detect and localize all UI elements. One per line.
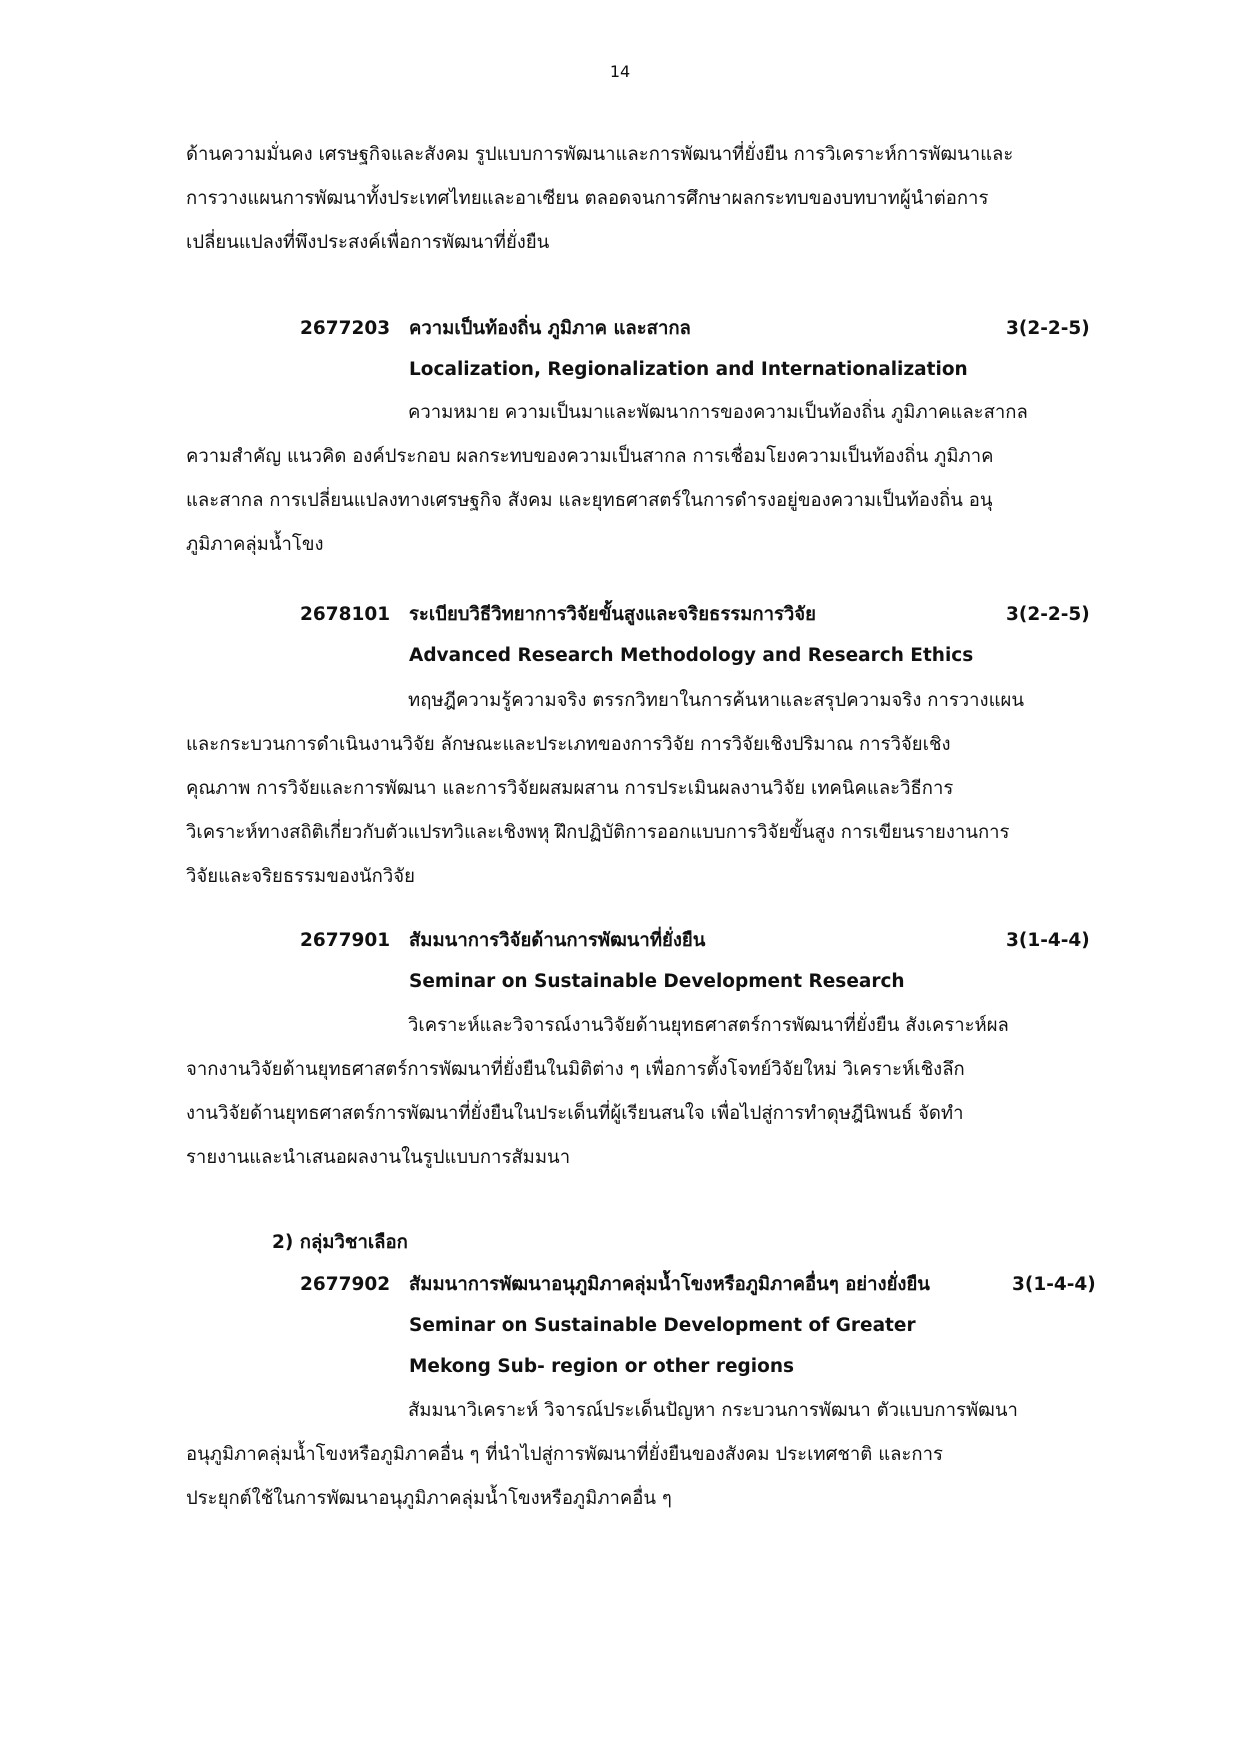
- course-title-en: Advanced Research Methodology and Research Ethics: [409, 645, 974, 666]
- course-code: 2677901: [300, 930, 391, 951]
- paragraph-line: จากงานวิจัยด้านยุทธศาสตร์การพัฒนาที่ยั่งยืนในมิติต่าง ๆ เพื่อการตั้งโจทย์วิจัยใหม่ วิเคราะห์เชิงลึก: [186, 1059, 965, 1080]
- paragraph-line: การวางแผนการพัฒนาทั้งประเทศไทยและอาเซียน ตลอดจนการศึกษาผลกระทบของบทบาทผู้นำต่อการ: [186, 188, 989, 209]
- course-title-en: Localization, Regionalization and Internationalization: [409, 359, 968, 380]
- course-title-th: ความเป็นท้องถิ่น ภูมิภาค และสากล: [409, 318, 691, 339]
- paragraph-line: วิจัยและจริยธรรมของนักวิจัย: [186, 866, 415, 887]
- paragraph-line: รายงานและนำเสนอผลงานในรูปแบบการสัมมนา: [186, 1147, 571, 1168]
- course-credits: 3(2-2-5): [1006, 318, 1090, 339]
- course-code: 2677902: [300, 1274, 391, 1295]
- course-title-th: สัมมนาการพัฒนาอนุภูมิภาคลุ่มน้ำโขงหรือภูมิภาคอื่นๆ อย่างยั่งยืน: [409, 1274, 930, 1295]
- paragraph-line: และกระบวนการดำเนินงานวิจัย ลักษณะและประเภทของการวิจัย การวิจัยเชิงปริมาณ การวิจัยเชิง: [186, 734, 951, 755]
- course-description: [186, 1004, 1106, 1180]
- course-title-th: ระเบียบวิธีวิทยาการวิจัยขั้นสูงและจริยธรรมการวิจัย: [409, 604, 816, 625]
- page-number: 14: [609, 62, 631, 81]
- paragraph-line: วิเคราะห์ทางสถิติเกี่ยวกับตัวแปรทวิและเชิงพหุ ฝึกปฏิบัติการออกแบบการวิจัยขั้นสูง การเขียนรายงานการ: [186, 822, 1010, 843]
- course-title-th: สัมมนาการวิจัยด้านการพัฒนาที่ยั่งยืน: [409, 930, 706, 951]
- paragraph-line: งานวิจัยด้านยุทธศาสตร์การพัฒนาที่ยั่งยืนในประเด็นที่ผู้เรียนสนใจ เพื่อไปสู่การทำดุษฎีนิพนธ์ จัดทำ: [186, 1103, 964, 1124]
- paragraph-line: คุณภาพ การวิจัยและการพัฒนา และการวิจัยผสมผสาน การประเมินผลงานวิจัย เทคนิคและวิธีการ: [186, 778, 954, 799]
- paragraph-line: ความสำคัญ แนวคิด องค์ประกอบ ผลกระทบของความเป็นสากล การเชื่อมโยงความเป็นท้องถิ่น ภูมิภาค: [186, 446, 994, 467]
- course-description: [186, 391, 1106, 567]
- paragraph-line: อนุภูมิภาคลุ่มน้ำโขงหรือภูมิภาคอื่น ๆ ที่นำไปสู่การพัฒนาที่ยั่งยืนของสังคม ประเทศชาติ และการ: [186, 1444, 943, 1465]
- course-description: [186, 1389, 1106, 1521]
- course-credits: 3(1-4-4): [1006, 930, 1090, 951]
- course-code: 2677203: [300, 318, 391, 339]
- paragraph-line: ทฤษฎีความรู้ความจริง ตรรกวิทยาในการค้นหาและสรุปความจริง การวางแผน: [408, 690, 1024, 711]
- paragraph-line: เปลี่ยนแปลงที่พึงประสงค์เพื่อการพัฒนาที่ยั่งยืน: [186, 232, 550, 253]
- paragraph-line: ด้านความมั่นคง เศรษฐกิจและสังคม รูปแบบการพัฒนาและการพัฒนาที่ยั่งยืน การวิเคราะห์การพัฒนาและ: [186, 144, 1014, 165]
- group-heading: 2) กลุ่มวิชาเลือก: [272, 1232, 408, 1253]
- course-credits: 3(2-2-5): [1006, 604, 1090, 625]
- paragraph-line: สัมมนาวิเคราะห์ วิจารณ์ประเด็นปัญหา กระบวนการพัฒนา ตัวแบบการพัฒนา: [408, 1400, 1018, 1421]
- paragraph-line: ความหมาย ความเป็นมาและพัฒนาการของความเป็นท้องถิ่น ภูมิภาคและสากล: [408, 402, 1028, 423]
- course-title-en: Seminar on Sustainable Development of Greater: [409, 1315, 916, 1336]
- course-code: 2678101: [300, 604, 391, 625]
- intro-paragraph: [186, 133, 1106, 265]
- paragraph-line: วิเคราะห์และวิจารณ์งานวิจัยด้านยุทธศาสตร์การพัฒนาที่ยั่งยืน สังเคราะห์ผล: [408, 1015, 1009, 1036]
- course-description: [186, 679, 1106, 899]
- course-credits: 3(1-4-4): [1012, 1274, 1096, 1295]
- course-title-en: Mekong Sub- region or other regions: [409, 1356, 795, 1377]
- paragraph-line: และสากล การเปลี่ยนแปลงทางเศรษฐกิจ สังคม และยุทธศาสตร์ในการดำรงอยู่ของความเป็นท้องถิ่น อนุ: [186, 490, 993, 511]
- paragraph-line: ภูมิภาคลุ่มน้ำโขง: [186, 534, 324, 555]
- course-title-en: Seminar on Sustainable Development Research: [409, 971, 905, 992]
- paragraph-line: ประยุกต์ใช้ในการพัฒนาอนุภูมิภาคลุ่มน้ำโขงหรือภูมิภาคอื่น ๆ: [186, 1488, 672, 1509]
